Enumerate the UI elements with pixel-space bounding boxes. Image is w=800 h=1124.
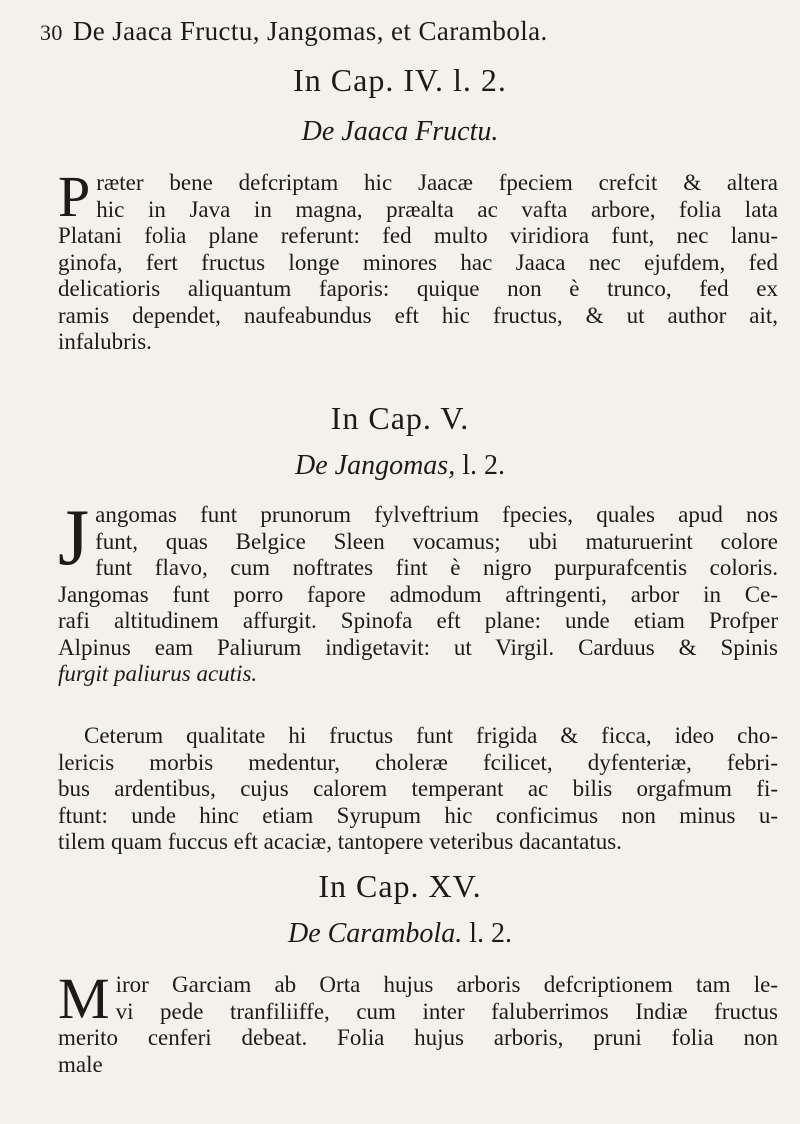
drop-cap: P [58,164,91,229]
section-title-ref: l. 2. [462,918,512,949]
section-heading-cap-v: In Cap. V. [330,400,470,436]
section-title-ref: l. 2. [455,450,505,481]
text-line: rafi altitudinem affurgit. Spinofa eft plane: unde etiam Profper [58,608,778,633]
paragraph-jangomas [58,494,778,688]
text-line: ræter bene defcriptam hic Jaacæ fpeciem crefcit & altera [96,170,778,195]
text-line: hic in Java in magna, præalta ac vafta arbore, folia lata [96,196,778,222]
section-title-text: De Jaaca Fructu. [301,116,499,147]
text-line: funt flavo, cum noftrates fint è nigro purpurafcentis coloris. [95,555,778,580]
text-line: iror Garciam ab Orta hujus arboris defcriptionem tam le- [115,972,778,997]
text-line: tilem quam fuccus eft acaciæ, tantopere veteribus dacantatus. [58,829,622,854]
paragraph-jangomas-qualities [58,723,778,856]
text-line: angomas funt prunorum fylveftrium fpecies, quales apud nos [95,502,778,527]
section-title-carambola [0,918,800,950]
text-line: Jangomas funt porro fapore admodum aftringenti, arbor in Ce- [58,581,778,607]
drop-cap: J [58,494,90,582]
running-head [40,16,780,47]
text-line: Platani folia plane referunt: fed multo viridiora funt, nec lanu- [58,223,778,248]
text-line: bus ardentibus, cujus calorem temperant ac bilis orgafmum fi- [58,776,778,801]
text-line: furgit paliurus acutis. [58,661,258,686]
text-line: Ceterum qualitate hi fructus funt frigida & ficca, ideo cho- [84,723,778,748]
page-number: 30 [40,20,63,45]
section-title-jangomas [0,450,800,482]
text-line: ginofa, fert fructus longe minores hac Jaaca nec ejufdem, fed [58,249,778,275]
section-title-text: De Jangomas, [295,450,456,481]
text-line: ftunt: unde hinc etiam Syrupum hic conficimus non minus u- [58,802,778,828]
drop-cap: M [58,966,110,1031]
text-line: vi pede tranfiliiffe, cum inter faluberrimos Indiæ fructus [115,998,778,1024]
text-line: ramis dependet, naufeabundus eft hic fructus, & ut author ait, [58,302,778,328]
text-line: Alpinus eam Paliurum indigetavit: ut Virgil. Carduus & Spinis [58,634,778,660]
text-line: funt, quas Belgice Sleen vocamus; ubi maturuerint colore [95,528,778,554]
text-line: delicatioris aliquantum faporis: quique non è trunco, fed ex [58,276,778,301]
section-heading-cap-xv: In Cap. XV. [318,868,482,904]
text-line: merito cenferi debeat. Folia hujus arboris, pruni folia non [58,1025,778,1050]
section-heading-cap-iv: In Cap. IV. l. 2. [293,62,507,98]
section-title-jaaca [0,116,800,148]
catchword: male [58,1051,103,1077]
running-title: De Jaaca Fructu, Jangomas, et Carambola. [72,16,548,46]
text-line: infalubris. [58,329,152,354]
text-line: lericis morbis medentur, choleræ fcilicet, dyfenteriæ, febri- [58,749,778,775]
paragraph-jaaca [58,164,778,356]
paragraph-carambola [58,966,778,1078]
section-title-text: De Carambola. [287,918,463,949]
